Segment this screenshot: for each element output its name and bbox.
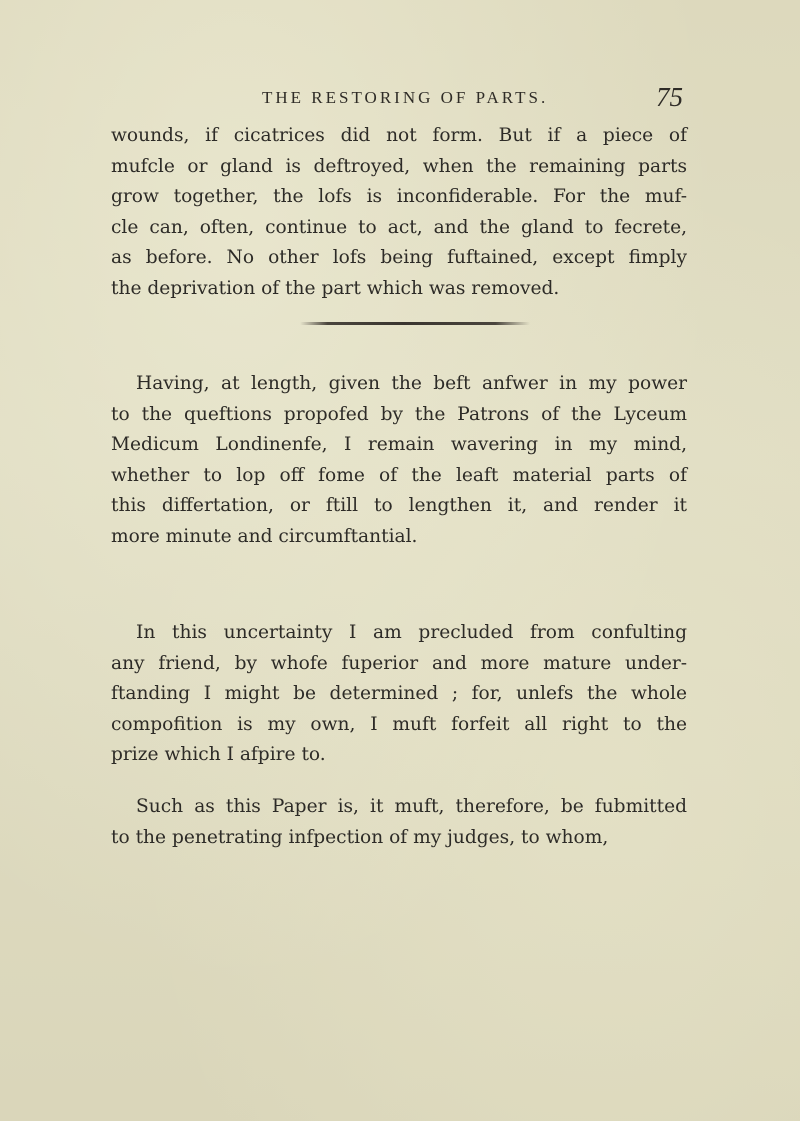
paragraph-2-line: more minute and circumftantial. [111,525,418,547]
paragraph-1-line: the deprivation of the part which was removed. [111,277,560,299]
paragraph-1-line: mufcle or gland is deftroyed, when the remaining parts [111,155,687,177]
page-number: 75 [656,82,683,112]
section-divider-rule [300,322,530,325]
paragraph-3-line: compofition is my own, I muft forfeit all right to the [111,713,687,735]
paragraph-1-line: as before. No other lofs being fuftained, except fimply [111,247,687,268]
paragraph-2-line: Having, at length, given the beft anfwer in my power [136,373,687,394]
paragraph-3 [111,618,687,771]
paragraph-3-line: ftanding I might be determined ; for, unlefs the whole [111,683,687,704]
paragraph-4 [111,792,687,853]
paragraph-3-line: prize which I afpire to. [111,744,326,765]
paragraph-1-line: cle can, often, continue to act, and the gland to fecrete, [111,216,687,238]
paragraph-4-line: Such as this Paper is, it muft, therefore, be fubmitted [136,796,687,817]
paragraph-4-line: to the penetrating infpection of my judges, to whom, [111,826,609,848]
paragraph-3-line: In this uncertainty I am precluded from confulting [136,622,687,643]
paragraph-2-line: this differtation, or ftill to lengthen it, and render it [111,495,687,516]
paragraph-2 [111,369,687,552]
running-head: THE RESTORING OF PARTS. [262,88,549,107]
paragraph-1-line: wounds, if cicatrices did not form. But if a piece of [111,125,687,146]
paragraph-3-line: any friend, by whofe fuperior and more mature under- [111,652,687,674]
paragraph-1 [111,121,687,304]
paragraph-2-line: Medicum Londinenfe, I remain wavering in my mind, [111,434,687,455]
paragraph-1-line: grow together, the lofs is inconfiderable. For the muf- [111,186,687,207]
paragraph-2-line: whether to lop off fome of the leaft material parts of [111,464,687,486]
paragraph-2-line: to the queftions propofed by the Patrons of the Lyceum [111,403,687,425]
